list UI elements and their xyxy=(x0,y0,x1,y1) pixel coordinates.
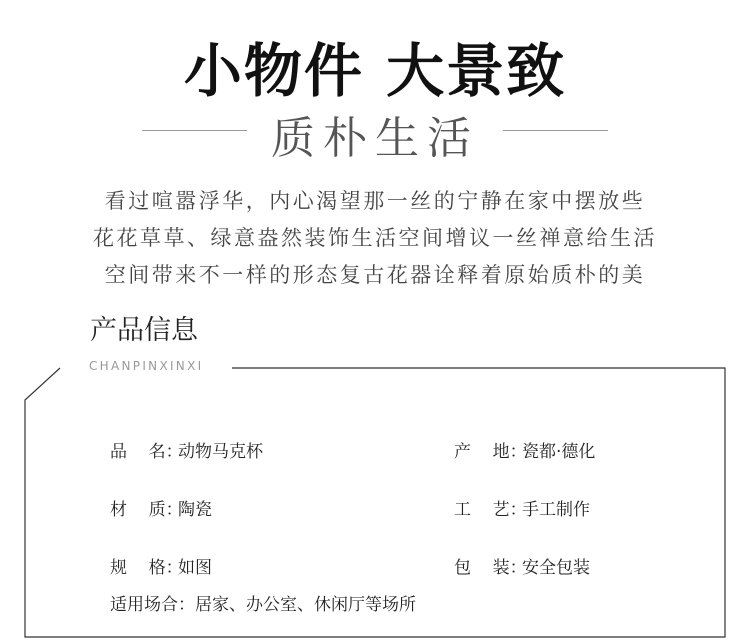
description-line-3: 空间带来不一样的形态复古花器诠释着原始质朴的美 xyxy=(104,263,646,287)
info-usage-label: 适用场合： xyxy=(110,595,195,615)
info-usage-value: 居家、办公室、休闲厅等场所 xyxy=(195,595,416,615)
info-origin xyxy=(454,437,595,462)
divider-right xyxy=(503,130,608,131)
info-package-label: 包 装： xyxy=(454,558,527,578)
info-name xyxy=(110,437,263,462)
info-origin-label: 产 地： xyxy=(454,442,527,462)
info-craft-value: 手工制作 xyxy=(522,500,590,520)
info-name-value: 动物马克杯 xyxy=(178,442,263,462)
subtitle: 质朴生活 xyxy=(271,113,479,164)
description xyxy=(0,183,750,294)
info-material xyxy=(110,495,212,520)
subtitle-row xyxy=(0,102,750,164)
info-package xyxy=(454,553,590,578)
info-name-label: 品 名： xyxy=(110,442,183,462)
info-origin-value: 瓷都·德化 xyxy=(522,442,596,462)
section-title: 产品信息 xyxy=(90,315,198,346)
info-usage xyxy=(110,590,416,615)
info-craft-label: 工 艺： xyxy=(454,500,527,520)
info-spec-label: 规 格： xyxy=(110,558,183,578)
description-line-1: 看过喧嚣浮华，内心渴望那一丝的宁静在家中摆放些 xyxy=(104,189,646,213)
section-subtitle: CHANPINXINXI xyxy=(89,359,204,373)
info-material-value: 陶瓷 xyxy=(178,500,212,520)
info-spec xyxy=(110,553,212,578)
info-package-value: 安全包装 xyxy=(522,558,590,578)
info-material-label: 材 质： xyxy=(110,500,183,520)
headline: 小物件 大景致 xyxy=(183,37,567,105)
info-spec-value: 如图 xyxy=(178,558,212,578)
info-craft xyxy=(454,495,590,520)
description-line-2: 花花草草、绿意盎然装饰生活空间增议一丝禅意给生活 xyxy=(93,226,657,250)
divider-left xyxy=(142,130,247,131)
